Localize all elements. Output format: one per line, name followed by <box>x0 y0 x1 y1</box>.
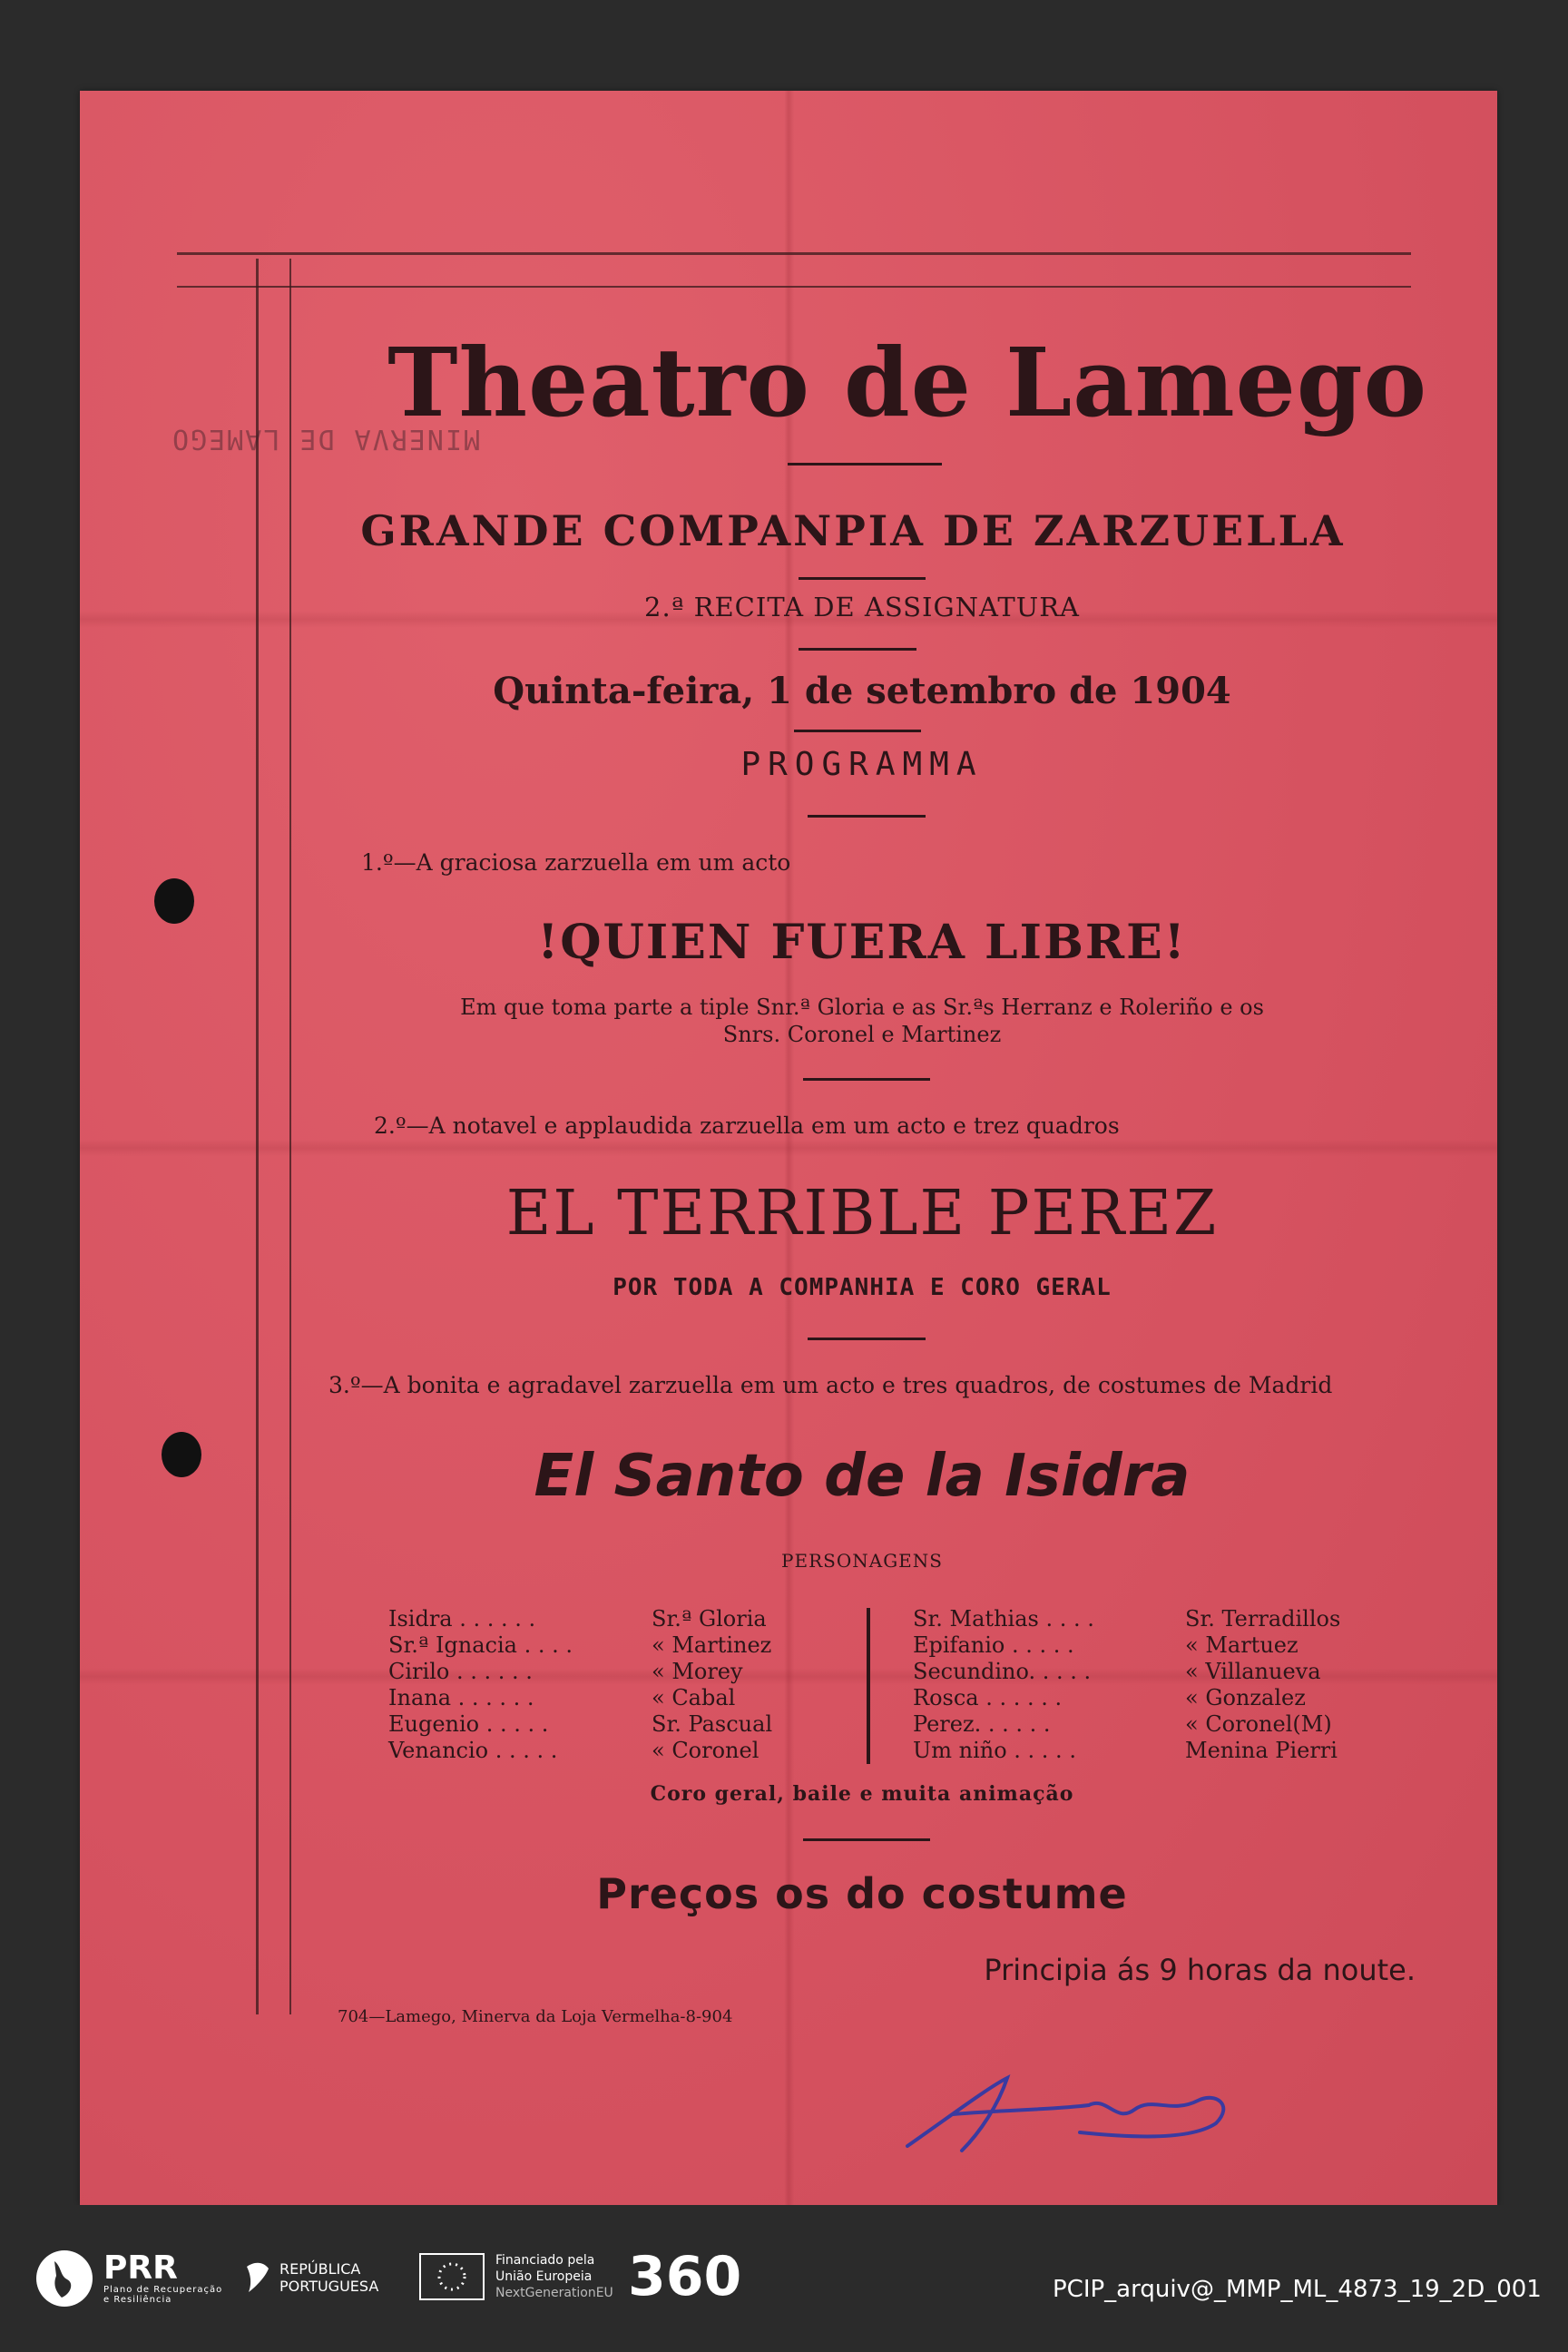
ornamental-border-top <box>177 252 1411 288</box>
cast-row: Inana . . . . . . « Cabal <box>388 1685 736 1710</box>
item2-subtitle: POR TODA A COMPANHIA E CORO GERAL <box>612 1274 1112 1301</box>
divider <box>803 1838 930 1841</box>
cast-row: Eugenio . . . . . Sr. Pascual <box>388 1711 773 1737</box>
performance-date: Quinta-feira, 1 de setembro de 1904 <box>493 670 1231 712</box>
eu-line2: União Europeia <box>495 2269 593 2284</box>
personagens-heading: PERSONAGENS <box>781 1550 943 1572</box>
principia-line: Principia ás 9 horas da noute. <box>984 1953 1416 1987</box>
signature-icon <box>898 2060 1252 2160</box>
item2-title: EL TERRIBLE PEREZ <box>505 1178 1219 1250</box>
printer-imprint: 704—Lamego, Minerva da Loja Vermelha-8-904 <box>338 2007 733 2026</box>
cast-row: Venancio . . . . . « Coronel <box>388 1738 760 1763</box>
prr-logo <box>34 2249 222 2308</box>
cast-row: Sr. Mathias . . . . Sr. Terradillos <box>913 1606 1341 1632</box>
ornamental-border-left <box>256 259 291 2014</box>
cast-right-column <box>913 1606 1367 1764</box>
prr-label: PRR <box>103 2249 178 2287</box>
divider <box>799 648 916 651</box>
eu-logo <box>419 2252 613 2301</box>
divider <box>799 577 926 580</box>
eu-line3: NextGenerationEU <box>495 2286 613 2300</box>
coro-line: Coro geral, baile e muita animação <box>650 1782 1074 1806</box>
punch-hole-top <box>154 878 194 924</box>
cast-row: Epifanio . . . . . « Martuez <box>913 1632 1298 1658</box>
item3-intro: 3.º—A bonita e agradavel zarzuella em um acto e tres quadros, de costumes de Madrid <box>328 1372 1333 1398</box>
divider <box>808 1338 926 1340</box>
item2-intro: 2.º—A notavel e applaudida zarzuella em um acto e trez quadros <box>374 1112 1120 1139</box>
eu-line1: Financiado pela <box>495 2253 595 2268</box>
republica-line1: REPÚBLICA <box>279 2260 361 2278</box>
cast-row: Secundino. . . . . « Villanueva <box>913 1659 1321 1684</box>
item1-intro: 1.º—A graciosa zarzuella em um acto <box>361 849 791 876</box>
republica-line2: PORTUGUESA <box>279 2278 379 2295</box>
cast-row: Isidra . . . . . . Sr.ª Gloria <box>388 1606 767 1632</box>
divider <box>803 1078 930 1081</box>
item3-title: El Santo de la Isidra <box>534 1443 1191 1510</box>
precos-line: Preços os do costume <box>596 1869 1128 1918</box>
cast-row: Rosca . . . . . . « Gonzalez <box>913 1685 1306 1710</box>
item1-cast-line1: Em que toma parte a tiple Snr.ª Gloria e as Sr.ªs Herranz e Roleriño e os <box>460 995 1264 1020</box>
prr-sub2: e Resiliência <box>103 2295 172 2305</box>
poster-title: Theatro de Lamego <box>387 327 1427 438</box>
divider <box>794 730 921 732</box>
cast-row: Perez. . . . . . « Coronel(M) <box>913 1711 1332 1737</box>
archive-footer <box>0 2205 1568 2352</box>
prr-map-icon <box>34 2249 94 2308</box>
cast-row: Cirilo . . . . . . « Morey <box>388 1659 743 1684</box>
cast-row: Sr.ª Ignacia . . . . « Martinez <box>388 1632 772 1658</box>
minerva-stamp: MINERVA DE LAMEGO <box>171 423 481 455</box>
item1-cast-line2: Snrs. Coronel e Martinez <box>722 1022 1002 1047</box>
divider <box>808 815 926 818</box>
republica-logo <box>243 2259 378 2296</box>
cast-row: Um niño . . . . . Menina Pierri <box>913 1738 1338 1763</box>
item1-title: !QUIEN FUERA LIBRE! <box>537 915 1187 970</box>
divider <box>788 463 942 466</box>
cast-divider <box>867 1608 870 1764</box>
company-name: GRANDE COMPANPIA DE ZARZUELLA <box>360 506 1346 555</box>
cast-left-column <box>388 1606 815 1764</box>
logo-360: 360 <box>628 2245 742 2308</box>
punch-hole-bottom <box>162 1432 201 1477</box>
archive-id: PCIP_arquiv@_MMP_ML_4873_19_2D_001 <box>1053 2276 1542 2303</box>
prr-sub1: Plano de Recuperação <box>103 2285 223 2295</box>
programma-heading: PROGRAMMA <box>740 746 984 783</box>
republica-emblem-icon <box>243 2259 272 2296</box>
recita-line: 2.ª RECITA DE ASSIGNATURA <box>644 592 1080 622</box>
eu-flag-icon <box>419 2253 485 2300</box>
